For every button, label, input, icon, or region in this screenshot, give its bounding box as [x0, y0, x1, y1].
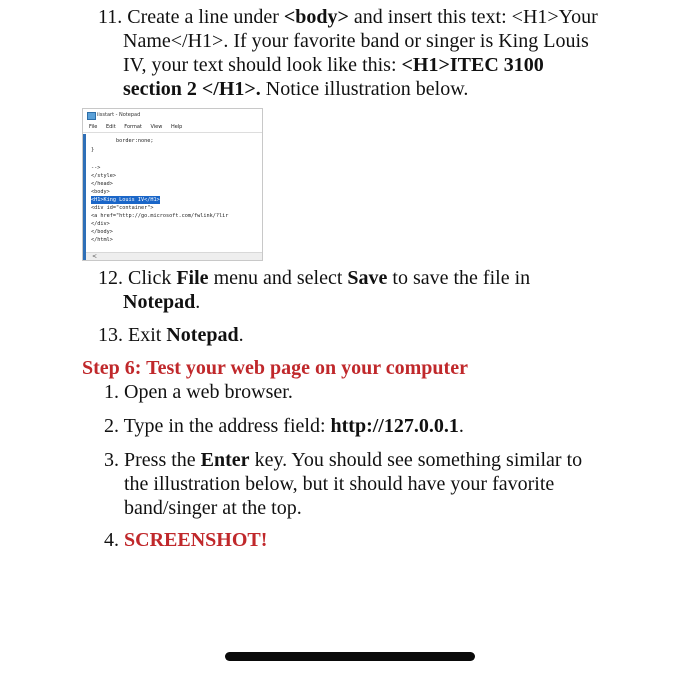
step-11-line-2: Name</H1>. If your favorite band or singer is King Louis [123, 30, 589, 52]
menu-view[interactable]: View [150, 124, 163, 130]
substep-3-line-1 [104, 448, 582, 472]
menu-format[interactable]: Format [124, 124, 142, 130]
notepad-ref: Notepad [123, 291, 196, 313]
step-11-line-1 [98, 5, 598, 29]
code-line: --> [91, 165, 101, 171]
code-line: </body> [91, 229, 113, 235]
notepad-titlebar [83, 109, 262, 122]
step-number: 2. [104, 415, 119, 437]
substep-3-text: Press the [124, 449, 201, 471]
period: . [458, 415, 464, 437]
step-11-text: Create a line under [127, 6, 284, 28]
step-11-text: IV, your text should look like this: [123, 54, 402, 76]
period: . [195, 291, 201, 313]
enter-key-ref: Enter [200, 449, 250, 471]
code-line: <div id="container"> [91, 205, 154, 211]
screenshot-label: SCREENSHOT! [124, 529, 268, 551]
substep-3-text: key. You should see something similar to [249, 449, 583, 471]
notepad-editor[interactable] [83, 134, 262, 260]
step-13 [98, 323, 244, 347]
code-line: </html> [91, 237, 113, 243]
menu-file[interactable]: File [89, 124, 98, 130]
substep-2 [104, 414, 464, 438]
code-line-highlighted: <H1>King Louis IV</H1> [91, 197, 160, 203]
h1-example-close: section 2 </H1>. [123, 78, 261, 100]
home-indicator[interactable] [225, 652, 475, 661]
substep-1 [104, 380, 293, 404]
step-number: 1. [104, 381, 119, 403]
code-line: <a href="http://go.microsoft.com/fwlink/?lir [91, 213, 229, 219]
horizontal-scrollbar[interactable] [86, 252, 262, 260]
menu-edit[interactable]: Edit [105, 124, 116, 130]
file-menu-ref: File [176, 267, 209, 289]
step-number: 13. [98, 324, 123, 346]
address-ref: http://127.0.0.1 [330, 415, 459, 437]
step-12-text: Click [128, 267, 177, 289]
period: . [238, 324, 244, 346]
notepad-screenshot [82, 108, 263, 261]
h1-example-open: <H1>ITEC 3100 [401, 54, 544, 76]
substep-3-line-2: the illustration below, but it should have your favorite [124, 473, 555, 495]
notepad-menubar [83, 122, 262, 133]
notepad-icon [87, 112, 96, 120]
substep-4 [104, 528, 267, 552]
step-12-text: to save the file in [387, 267, 531, 289]
step-number: 12. [98, 267, 123, 289]
code-line: </div> [91, 221, 110, 227]
notepad-ref: Notepad [166, 324, 239, 346]
code-line: border:none; [91, 138, 154, 144]
step-number: 3. [104, 449, 119, 471]
code-line: <body> [91, 189, 110, 195]
step-12-line-2 [123, 290, 200, 314]
code-line: </head> [91, 181, 113, 187]
code-line: </style> [91, 173, 116, 179]
step-13-text: Exit [128, 324, 167, 346]
step-6-heading: Step 6: Test your web page on your computer [82, 357, 468, 379]
step-number: 4. [104, 529, 119, 551]
code-line: } [91, 147, 95, 153]
substep-3-line-3: band/singer at the top. [124, 497, 302, 519]
step-12-line-1 [98, 266, 530, 290]
step-11-text: Notice illustration below. [260, 78, 469, 100]
menu-help[interactable]: Help [170, 124, 183, 130]
save-ref: Save [347, 267, 388, 289]
scroll-left-icon[interactable]: < [92, 253, 98, 260]
step-11-text: and insert this text: <H1>Your [348, 6, 598, 28]
substep-1-text: Open a web browser. [124, 381, 293, 403]
step-11-line-4 [123, 77, 468, 101]
substep-2-text: Type in the address field: [123, 415, 331, 437]
notepad-title: iisstart - Notepad [97, 112, 141, 118]
step-12-text: menu and select [208, 267, 348, 289]
body-tag: <body> [283, 6, 349, 28]
step-number: 11. [98, 6, 123, 28]
step-11-line-3 [123, 53, 544, 77]
